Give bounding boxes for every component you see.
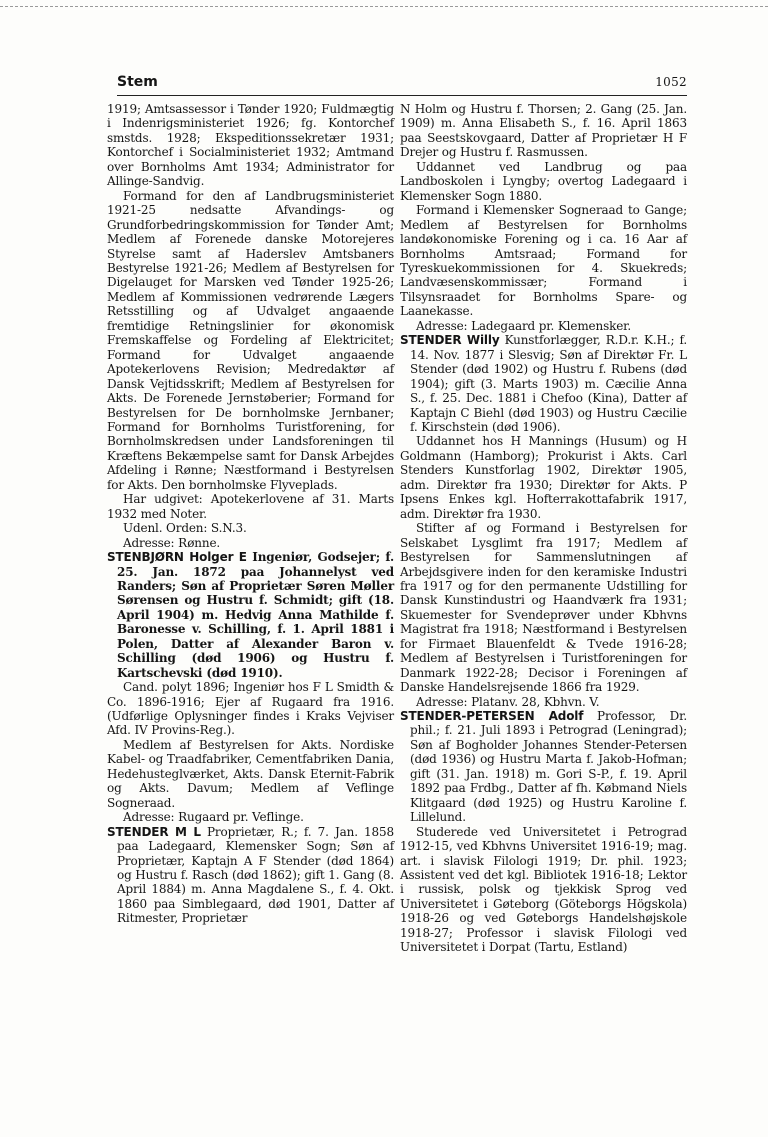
header-rule xyxy=(117,95,687,96)
paragraph: Formand i Klemensker Sogneraad to Gange; Medlem af Bestyrelsen for Bornholms landøkonomiske Forening og i ca. 16 Aar af Bornholms Amtsraad; Formand for Tyreskuekommissionen for 4. Skuekreds; Landvæsenskommissær; Formand i Tilsynsraadet for Bornholms Spare- og Laanekasse. xyxy=(400,203,687,319)
address-line: Adresse: Rønne. xyxy=(123,535,221,550)
paragraph: 1919; Amtsassessor i Tønder 1920; Fuldmægtig i Indenrigsministeriet 1926; fg. Kontorchef smstds. 1928; Ekspeditionssekretær 1931; Kontorchef i Socialministeriet 1932; Amtmand over Bornholms Amt 1934; Administrator for Allinge-Sandvig. xyxy=(107,102,394,189)
entry-text: Kunstforlægger, R.D.r. K.H.; f. 14. Nov. 1877 i Slesvig; Søn af Direktør Fr. L Stender (død 1902) og Hustru f. Rubens (død 1904); gift (3. Marts 1903) m. Cæcilie Anna S., f. 25. Dec. 1881 i Chefoo (Kina), Datter af Kaptajn C Biehl (død 1903) og Hustru Cæcilie f. Kirschstein (død 1906). xyxy=(410,333,687,434)
address-line: Adresse: Platanv. 28, Kbhvn. V. xyxy=(416,694,600,709)
paragraph: Studerede ved Universitetet i Petrograd 1912-15, ved Kbhvns Universitet 1916-19; mag. art. i slavisk Filologi 1919; Dr. phil. 1923; Assistent ved det kgl. Bibliotek 1916-18; Lektor i russisk, polsk og tjekkisk Sprog ved Universitetet i Gøteborg (Göteborgs Högskola) 1918-26 og ved Gøteborgs Handelshøjskole 1918-27; Professor i slavisk Filologi ved Universitetet i Dorpat (Tartu, Estland) xyxy=(400,824,687,955)
running-header xyxy=(117,74,687,94)
paragraph: Uddannet hos H Mannings (Husum) og H Goldmann (Hamborg); Prokurist i Akts. Carl Stenders Kunstforlag 1902, Direktør 1905, adm. Direktør fra 1930; Direktør for Akts. P Ipsens Enkes kgl. Hofterrakottafabrik 1917, adm. Direktør fra 1930. xyxy=(400,434,687,521)
paragraph: Formand for den af Landbrugsministeriet 1921-25 nedsatte Afvandings- og Grundforbedringskommission for Tønder Amt; Medlem af Forenede danske Motorejeres Styrelse samt af Haderslev Amtsbaners Bestyrelse 1921-26; Medlem af Bestyrelsen for Digelauget for Marsken ved Tønder 1925-26; Medlem af Kommissionen vedrørende Lægers Retsstilling og af Udvalget angaaende fremtidige Retningslinier for økonomisk Fremskaffelse og Fordeling af Elektricitet; Formand for Udvalget angaaende Apotekerlovens Revision; Medredaktør af Dansk Vejtidsskrift; Medlem af Bestyrelsen for Akts. De Forenede Jernstøberier; Formand for Bestyrelsen for De bornholmske Jernbaner; Formand for Bornholms Turistforening, for Bornholmskredsen under Landsforeningen til Kræftens Bekæmpelse samt for Dansk Arbejdes Afdeling i Rønne; Næstformand i Bestyrelsen for Akts. Den bornholmske Flyveplads. xyxy=(107,188,394,492)
entry-name: STENDER M L xyxy=(107,824,201,839)
entry-name: STENBJØRN Holger E xyxy=(107,550,247,565)
paragraph: Stifter af og Formand i Bestyrelsen for Selskabet Lysglimt fra 1917; Medlem af Bestyrelsen for Sammenslutningen af Arbejdsgivere inden for den keramiske Industri fra 1917 og for den permanente Udstilling for Dansk Kunstindustri og Haandværk fra 1931; Skuemester for Svendeprøver under Kbhvns Magistrat fra 1918; Næstformand i Bestyrelsen for Firmaet Blauenfeldt & Tvede 1916-28; Medlem af Bestyrelsen i Turistforeningen for Danmark 1922-28; Decisor i Foreningen af Danske Handelsrejsende 1866 fra 1929. xyxy=(400,521,687,695)
paragraph: Har udgivet: Apotekerlovene af 31. Marts 1932 med Noter. xyxy=(107,492,394,521)
address-line: Adresse: Rugaard pr. Veflinge. xyxy=(123,810,304,825)
right-column xyxy=(400,102,687,955)
entry-stenbjorn xyxy=(107,550,394,680)
paragraph: Cand. polyt 1896; Ingeniør hos F L Smidth & Co. 1896-1916; Ejer af Rugaard fra 1916. (Udførlige Oplysninger findes i Kraks Vejviser Afd. IV Provins-Reg.). xyxy=(107,680,394,738)
left-column xyxy=(107,102,394,926)
paragraph: Udenl. Orden: S.N.3. xyxy=(123,521,247,536)
header-title: Stem xyxy=(117,74,158,90)
entry-stender-m-l xyxy=(107,825,394,926)
entry-name: STENDER Willy xyxy=(400,333,500,348)
entry-text: Professor, Dr. phil.; f. 21. Juli 1893 i Petrograd (Leningrad); Søn af Bogholder Johannes Stender-Petersen (død 1936) og Hustru Marta f. Jakob-Hofman; gift (31. Jan. 1918) m. Gori S-P., f. 19. April 1892 paa Frdbg., Datter af fh. Købmand Niels Klitgaard (død 1925) og Hustru Karoline f. Lillelund. xyxy=(410,709,687,825)
entry-stender-willy xyxy=(400,333,687,434)
paragraph: N Holm og Hustru f. Thorsen; 2. Gang (25. Jan. 1909) m. Anna Elisabeth S., f. 16. April 1863 paa Seestskovgaard, Datter af Proprietær H F Drejer og Hustru f. Rasmussen. xyxy=(400,102,687,160)
page-number: 1052 xyxy=(655,75,687,89)
entry-text: Ingeniør, Godsejer; f. 25. Jan. 1872 paa Johannelyst ved Randers; Søn af Proprietær Søren Møller Sørensen og Hustru f. Schmidt; gift (18. April 1904) m. Hedvig Anna Mathilde f. Baronesse v. Schilling, f. 1. April 1881 i Polen, Datter af Alexander Baron v. Schilling (død 1906) og Hustru f. Kartschevski (død 1910). xyxy=(117,550,394,680)
paragraph: Uddannet ved Landbrug og paa Landboskolen i Lyngby; overtog Ladegaard i Klemensker Sogn 1880. xyxy=(400,159,687,203)
entry-text: Proprietær, R.; f. 7. Jan. 1858 paa Ladegaard, Klemensker Sogn; Søn af Proprietær, Kaptajn A F Stender (død 1864) og Hustru f. Rasch (død 1862); gift 1. Gang (8. April 1884) m. Anna Magdalene S., f. 4. Okt. 1860 paa Simblegaard, død 1901, Datter af Ritmester, Proprietær xyxy=(117,824,394,926)
entry-name: STENDER-PETERSEN Adolf xyxy=(400,709,584,724)
address-line: Adresse: Ladegaard pr. Klemensker. xyxy=(416,318,632,333)
scan-top-edge xyxy=(0,6,768,7)
paragraph: Medlem af Bestyrelsen for Akts. Nordiske Kabel- og Traadfabriker, Cementfabriken Dania, Hedehusteglværket, Akts. Dansk Eternit-Fabrik og Akts. Davum; Medlem af Veflinge Sogneraad. xyxy=(107,737,394,810)
entry-stender-petersen xyxy=(400,709,687,825)
